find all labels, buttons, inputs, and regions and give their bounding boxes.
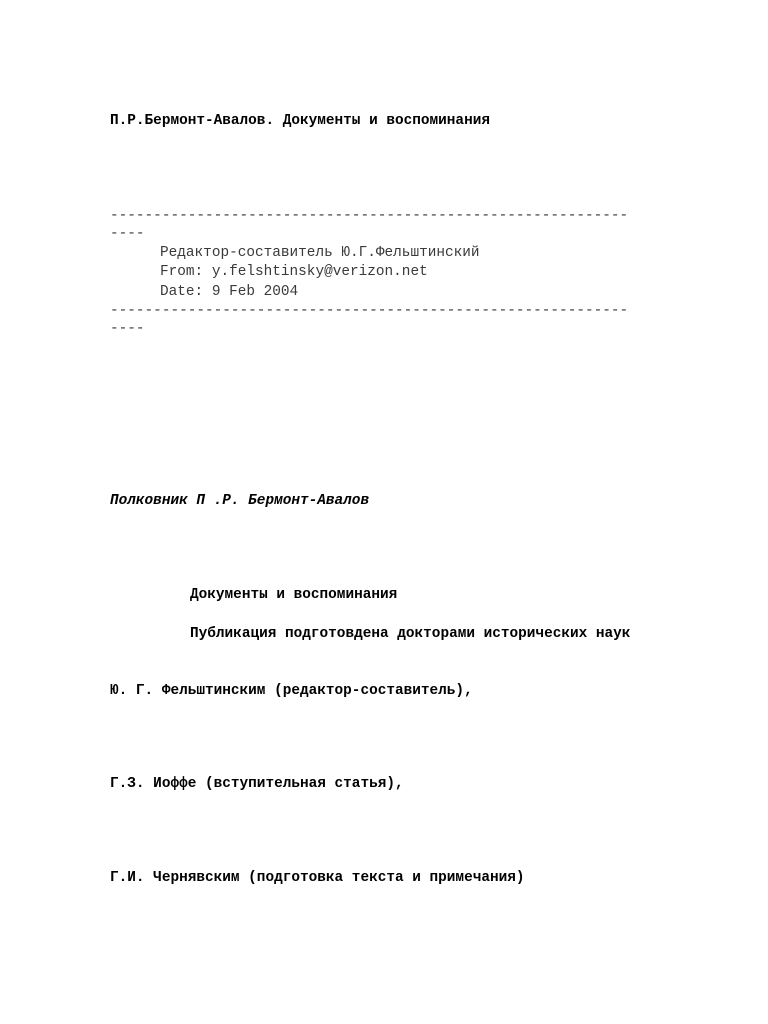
contributor-chernyavsky: Г.И. Чернявским (подготовка текста и примечания) — [110, 870, 525, 886]
contributor-ioffe: Г.З. Иоффе (вступительная статья), — [110, 776, 404, 792]
document-title: П.Р.Бермонт-Авалов. Документы и воспоминания — [110, 113, 490, 129]
author-heading: Полковник П .Р. Бермонт-Авалов — [110, 493, 370, 509]
editor-line: Редактор-составитель Ю.Г.Фельштинский — [160, 245, 480, 261]
subtitle: Документы и воспоминания — [190, 587, 398, 603]
separator-bottom-line-2: ---- — [110, 321, 145, 337]
date-line: Date: 9 Feb 2004 — [160, 284, 299, 300]
from-line: From: y.felshtinsky@verizon.net — [160, 264, 428, 280]
separator-top-line-2: ---- — [110, 226, 145, 242]
publication-note: Публикация подготовдена докторами исторических наук — [190, 626, 631, 642]
contributor-felshtinsky: Ю. Г. Фельштинским (редактор-составитель), — [110, 683, 473, 699]
separator-bottom-line-1: ------------------------------------------------------------ — [110, 303, 629, 319]
separator-top-line-1: ------------------------------------------------------------ — [110, 208, 629, 224]
